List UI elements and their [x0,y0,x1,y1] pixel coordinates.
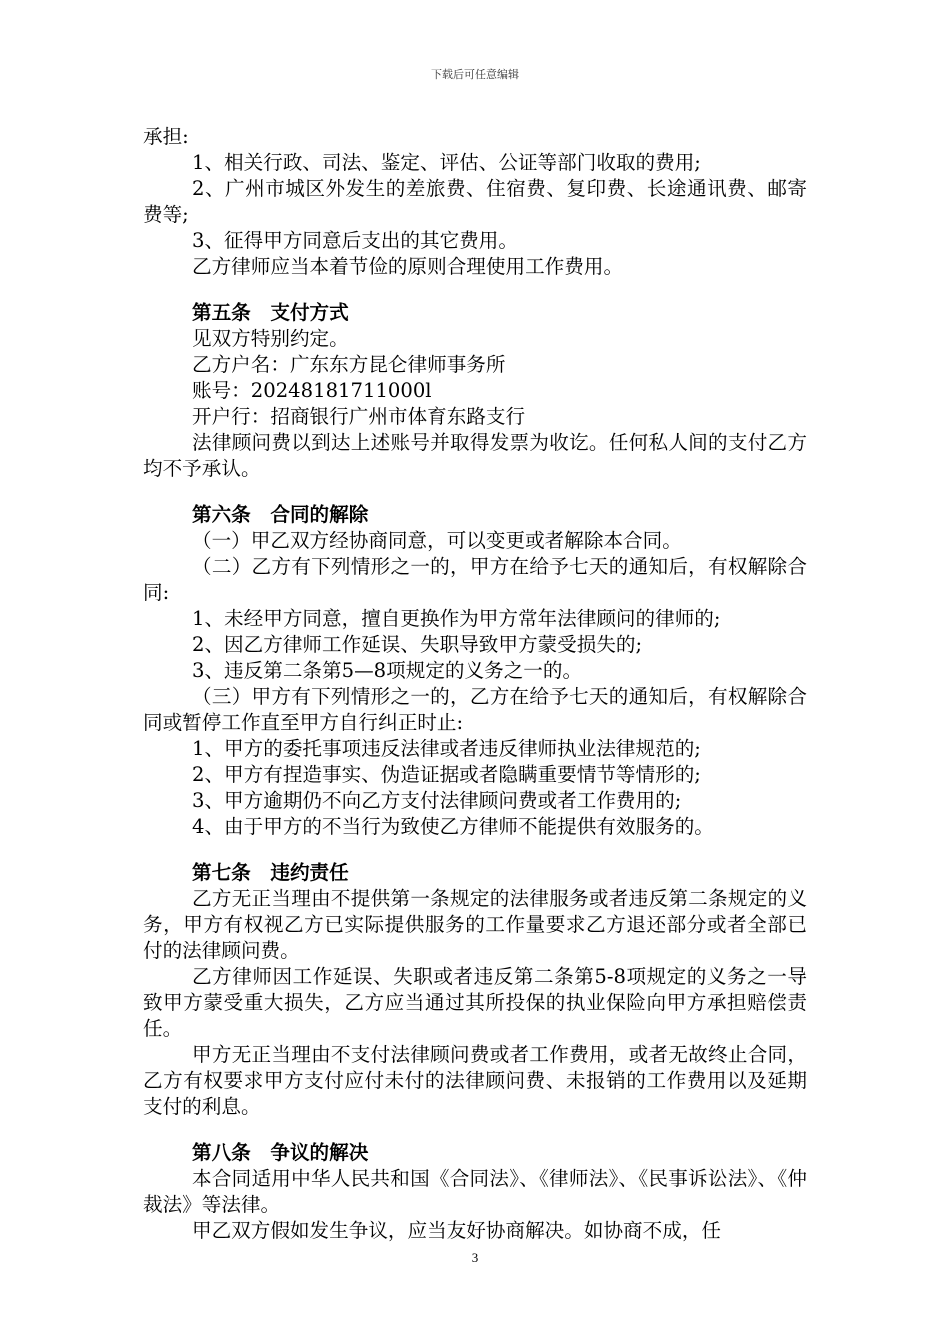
paragraph: 3、甲方逾期仍不向乙方支付法律顾问费或者工作费用的; [192,789,682,812]
paragraph: 账号：20248181711000l [192,379,432,402]
paragraph: 乙方无正当理由不提供第一条规定的法律服务或者违反第二条规定的义务，甲方有权视乙方已实际提供服务的工作量要求乙方退还部分或者全部已付的法律顾问费。 [143,887,807,962]
paragraph: 1、未经甲方同意，擅自更换作为甲方常年法律顾问的律师的; [192,607,721,630]
paragraph: 3、征得甲方同意后支出的其它费用。 [192,229,518,252]
paragraph: 2、甲方有捏造事实、伪造证据或者隐瞒重要情节等情形的; [192,763,701,786]
paragraph: 甲方无正当理由不支付法律顾问费或者工作费用，或者无故终止合同，乙方有权要求甲方支付应付未付的法律顾问费、未报销的工作费用以及延期支付的利息。 [143,1043,807,1118]
paragraph: （二）乙方有下列情形之一的，甲方在给予七天的通知后，有权解除合同: [143,555,807,604]
paragraph: 4、由于甲方的不当行为致使乙方律师不能提供有效服务的。 [192,815,714,838]
paragraph: （三）甲方有下列情形之一的，乙方在给予七天的通知后，有权解除合同或暂停工作直至甲方自行纠正时止: [143,685,807,734]
paragraph: 甲乙双方假如发生争议，应当友好协商解决。如协商不成，任 [192,1219,722,1242]
paragraph: 乙方律师应当本着节俭的原则合理使用工作费用。 [192,255,624,278]
paragraph: 3、违反第二条第5—8项规定的义务之一的。 [192,659,583,682]
paragraph: 乙方户名：广东东方昆仑律师事务所 [192,353,506,376]
paragraph: 2、广州市城区外发生的差旅费、住宿费、复印费、长途通讯费、邮寄费等; [143,177,807,226]
paragraph: 开户行：招商银行广州市体育东路支行 [192,405,526,428]
section-heading: 第六条 合同的解除 [192,503,369,526]
document-body [143,124,807,1244]
paragraph: （一）甲乙双方经协商同意，可以变更或者解除本合同。 [192,529,682,552]
page-header: 下载后可任意编辑 [431,68,519,81]
page-number: 3 [471,1250,479,1265]
paragraph: 乙方律师因工作延误、失职或者违反第二条第5-8项规定的义务之一导致甲方蒙受重大损失，乙方应当通过其所投保的执业保险向甲方承担赔偿责任。 [143,965,807,1040]
paragraph: 承担: [143,125,189,148]
section-heading: 第七条 违约责任 [192,861,349,884]
section-heading: 第五条 支付方式 [192,301,349,324]
section-heading: 第八条 争议的解决 [192,1141,369,1164]
paragraph: 2、因乙方律师工作延误、失职导致甲方蒙受损失的; [192,633,643,656]
paragraph: 见双方特别约定。 [192,327,349,350]
paragraph: 本合同适用中华人民共和国《合同法》、《律师法》、《民事诉讼法》、《仲裁法》等法律。 [143,1167,807,1216]
paragraph: 1、甲方的委托事项违反法律或者违反律师执业法律规范的; [192,737,701,760]
paragraph: 法律顾问费以到达上述账号并取得发票为收讫。任何私人间的支付乙方均不予承认。 [143,431,807,480]
paragraph: 1、相关行政、司法、鉴定、评估、公证等部门收取的费用; [192,151,701,174]
